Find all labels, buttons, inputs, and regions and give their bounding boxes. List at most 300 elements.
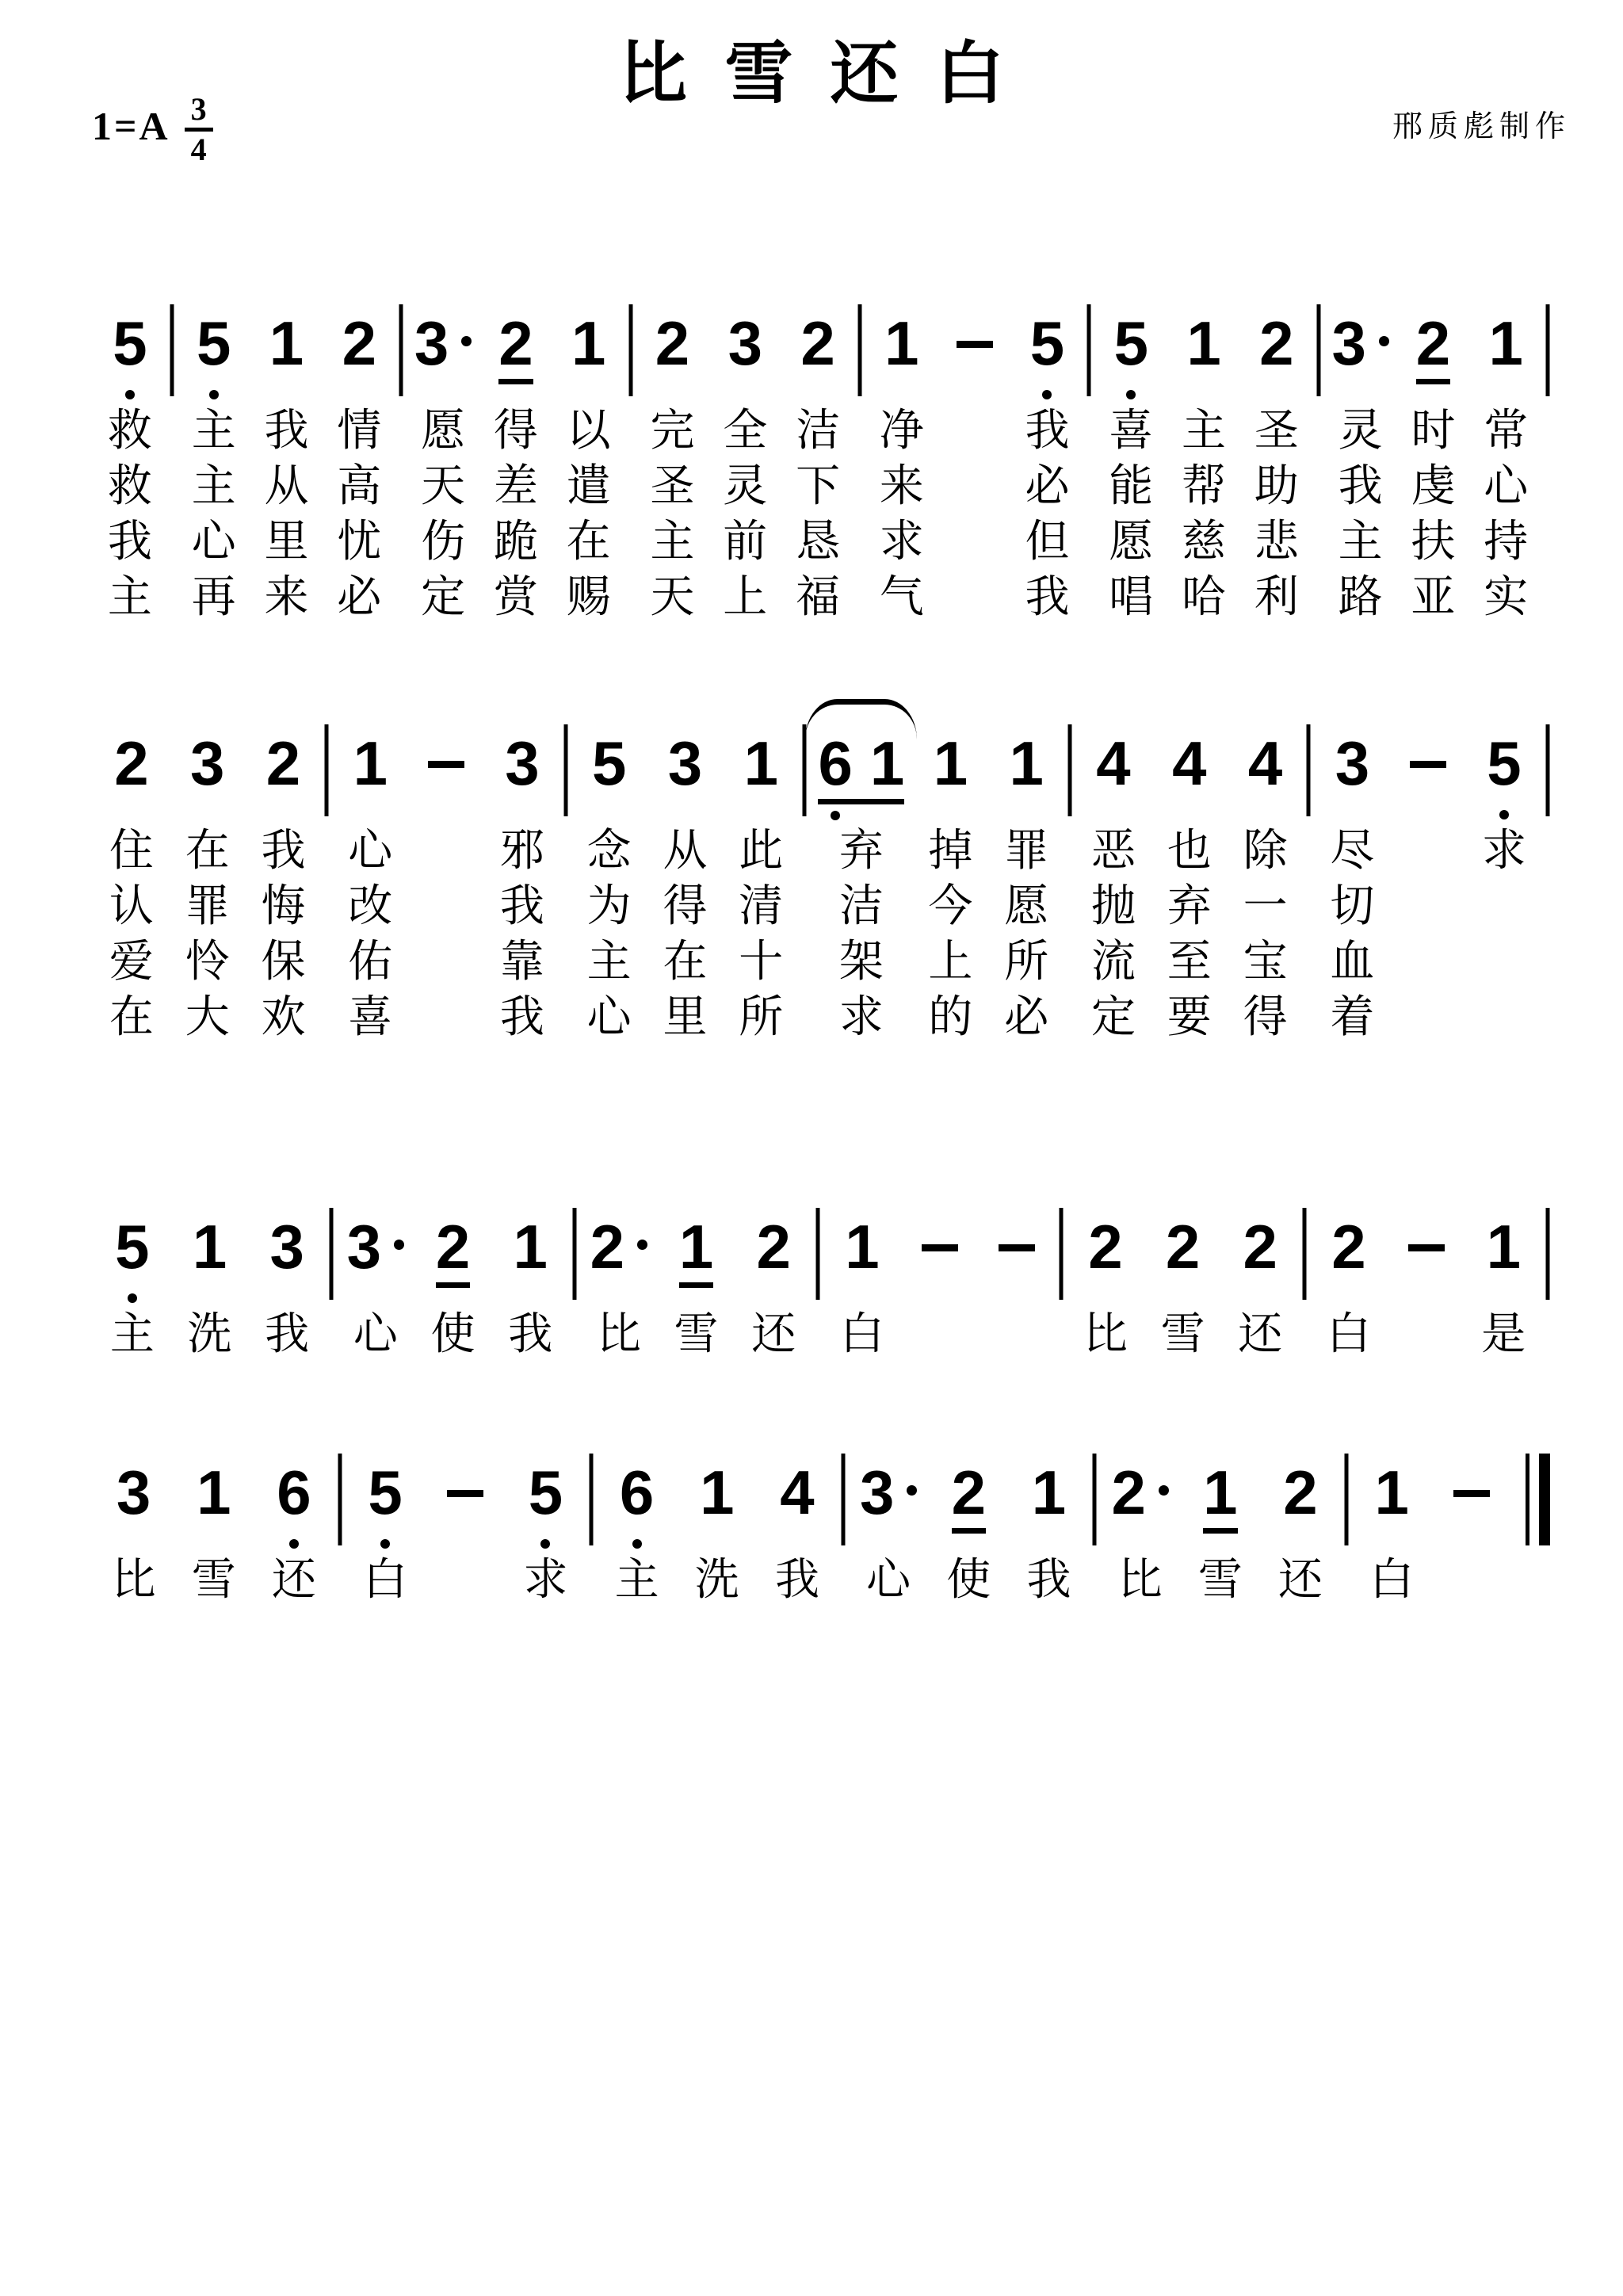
lyric-syllable: 上 (928, 936, 973, 986)
barline (625, 284, 636, 625)
lyric-syllable: 邪 (499, 825, 544, 875)
lyric-syllable: 我 (265, 1308, 310, 1358)
lyric-syllable: 求 (523, 1554, 568, 1604)
note-digit: 2 (1331, 1212, 1366, 1282)
lyric-syllable: 在 (185, 825, 230, 875)
lyric-syllable: 愿 (1004, 881, 1049, 930)
note (1397, 284, 1470, 625)
note-digit: 3 (727, 308, 762, 378)
lyric-syllable (1083, 569, 1094, 625)
note-digit: 1 (743, 728, 778, 798)
note-glyph (178, 308, 250, 378)
lyric-syllable: 主 (191, 460, 236, 510)
barline (166, 284, 178, 625)
note-area (708, 284, 781, 403)
note-area (94, 284, 166, 403)
note-glyph (94, 1457, 174, 1527)
lyric-syllable: 白 (1326, 1308, 1371, 1358)
note-glyph (323, 308, 395, 378)
lyric-syllable: 利 (1254, 571, 1299, 621)
note-digit: 1 (1186, 308, 1221, 378)
lyric-syllable: 路 (1338, 571, 1383, 621)
duration-dash (901, 1187, 979, 1362)
octave-dot (831, 811, 840, 820)
lyric-syllable: 洗 (694, 1554, 739, 1604)
note-glyph (1144, 1212, 1222, 1282)
lyric-syllable: 完 (650, 405, 695, 455)
note-glyph (929, 1457, 1009, 1534)
lyric-syllable: 上 (723, 571, 768, 621)
lyric-syllable (408, 934, 484, 989)
note (1167, 284, 1240, 625)
lyric-syllable: 里 (264, 516, 309, 566)
note-glyph (1352, 1457, 1432, 1527)
note-area (569, 1187, 580, 1306)
lyric-syllable: 尽 (1330, 825, 1375, 875)
note-area (625, 284, 636, 403)
note-area (1180, 1433, 1260, 1552)
note-digit: 5 (528, 1457, 563, 1527)
lyric-syllable: 求 (838, 991, 884, 1041)
note-area (395, 284, 407, 403)
note (170, 704, 246, 1045)
note-glyph (1324, 308, 1397, 378)
barline-mark (1316, 304, 1320, 396)
note-digit: 2 (1283, 1457, 1318, 1527)
note-digit: 1 (1031, 1457, 1067, 1527)
note-area (1144, 1187, 1222, 1306)
note (1100, 1433, 1180, 1607)
lyric-syllable (560, 823, 571, 878)
note (1324, 284, 1397, 625)
lyric-syllable (1542, 823, 1553, 878)
note-digit: 4 (1247, 728, 1283, 798)
lyric-syllable: 下 (796, 460, 841, 510)
lyric-syllable: 靠 (499, 936, 544, 986)
note-glyph (1009, 1457, 1089, 1527)
note-digit: 2 (265, 728, 301, 798)
lyric-syllable: 前 (723, 516, 768, 566)
note-glyph (597, 1457, 677, 1527)
note-area (810, 704, 912, 823)
note-glyph (708, 308, 781, 378)
note-area (1310, 1187, 1388, 1306)
note (94, 284, 166, 625)
note (636, 284, 709, 625)
lyric-syllable: 认 (109, 881, 154, 930)
note-digit: 1 (845, 1212, 880, 1282)
note (735, 1187, 812, 1362)
note-area (735, 1187, 812, 1306)
lyric-syllable: 主 (1338, 516, 1383, 566)
note-glyph (414, 1212, 492, 1288)
lyric-syllable: 掉 (928, 825, 973, 875)
note-area (1089, 1433, 1100, 1552)
note-glyph (1314, 728, 1390, 798)
barline (799, 704, 810, 1045)
dash-mark (957, 341, 993, 348)
note-area (332, 704, 408, 823)
music-system-2 (94, 704, 1553, 1045)
note-area (479, 284, 552, 403)
note (1228, 704, 1304, 1045)
note-area (1075, 704, 1151, 823)
lyric-syllable (560, 934, 571, 989)
lyric-syllable: 全 (723, 405, 768, 455)
augmentation-dot (637, 1240, 647, 1250)
note (407, 284, 479, 625)
note-glyph (677, 1457, 757, 1527)
lyric-syllable: 此 (739, 825, 784, 875)
duration-dash (938, 284, 1011, 625)
note-area (1542, 284, 1553, 403)
note (337, 1187, 414, 1362)
lyric-syllable (321, 989, 332, 1045)
lyric-syllable: 气 (879, 571, 924, 621)
barline (838, 1433, 849, 1607)
lyric-syllable: 洗 (187, 1308, 232, 1358)
note-glyph (484, 728, 560, 798)
lyric-syllable: 心 (348, 825, 393, 875)
note-digit: 4 (780, 1457, 815, 1527)
final-barline (1512, 1433, 1553, 1607)
lyric-syllable (1542, 989, 1553, 1045)
barline-mark (1545, 724, 1549, 816)
lyric-syllable: 净 (879, 405, 924, 455)
lyric-syllable (1432, 1552, 1512, 1607)
note (571, 704, 647, 1045)
note-digit: 1 (1486, 1212, 1521, 1282)
lyric-syllable (1064, 878, 1075, 934)
note-row (94, 704, 1553, 1045)
dash-mark (1453, 1490, 1490, 1497)
note-glyph (1260, 1457, 1340, 1527)
lyric-syllable: 白 (1369, 1554, 1415, 1604)
note (1011, 284, 1084, 625)
note-digit: 2 (1111, 1457, 1146, 1527)
lyric-syllable: 但 (1025, 516, 1070, 566)
note-area (1240, 284, 1313, 403)
lyric-syllable: 爱 (109, 936, 154, 986)
lyric-syllable: 念 (586, 825, 632, 875)
lyric-syllable (395, 403, 407, 458)
lyric-syllable (1083, 514, 1094, 569)
note-glyph (1240, 308, 1313, 378)
lyric-syllable (799, 989, 810, 1045)
lyric-syllable: 至 (1167, 936, 1212, 986)
lyric-syllable: 我 (508, 1308, 553, 1358)
lyric-syllable (1542, 1306, 1553, 1362)
note-area (1542, 1187, 1553, 1306)
lyric-syllable: 我 (1338, 460, 1383, 510)
note-area (178, 284, 250, 403)
note-digit: 2 (800, 308, 835, 378)
lyric-syllable (1064, 823, 1075, 878)
note-area (636, 284, 709, 403)
note (484, 704, 560, 1045)
lyric-syllable (799, 823, 810, 878)
note-area (506, 1433, 586, 1552)
lyric-syllable: 罪 (1004, 825, 1049, 875)
note-area (597, 1433, 677, 1552)
note (1310, 1187, 1388, 1362)
dash-mark (428, 761, 464, 768)
lyric-syllable: 雪 (1197, 1554, 1243, 1604)
note-area (988, 704, 1064, 823)
lyric-syllable: 必 (1025, 460, 1070, 510)
lyric-syllable: 洁 (838, 881, 884, 930)
note-area (1260, 1433, 1340, 1552)
lyric-syllable: 赐 (566, 571, 611, 621)
note-area (1228, 704, 1304, 823)
lyric-syllable: 是 (1481, 1308, 1526, 1358)
lyric-syllable: 心 (191, 516, 236, 566)
note (332, 704, 408, 1045)
lyric-syllable: 血 (1330, 936, 1375, 986)
duration-dash (1388, 1187, 1465, 1362)
barline (569, 1187, 580, 1362)
lyric-syllable: 来 (264, 571, 309, 621)
note-area (571, 704, 647, 823)
note-digit: 2 (1243, 1212, 1277, 1282)
lyric-syllable: 白 (839, 1308, 884, 1358)
barline-mark (330, 1208, 334, 1300)
note-digit: 5 (197, 308, 231, 378)
note (171, 1187, 249, 1362)
note (1314, 704, 1390, 1045)
note-glyph (248, 1212, 326, 1282)
lyric-syllable: 伤 (421, 516, 466, 566)
augmentation-dot (394, 1240, 404, 1250)
lyric-syllable: 里 (663, 991, 708, 1041)
lyric-syllable: 我 (264, 405, 309, 455)
lyric-syllable: 弃 (1167, 881, 1212, 930)
note-area (658, 1187, 735, 1306)
lyric-syllable: 愿 (1109, 516, 1154, 566)
note-digit: 3 (505, 728, 540, 798)
note-area (560, 704, 571, 823)
lyric-syllable: 慈 (1182, 516, 1227, 566)
lyric-syllable (321, 878, 332, 934)
note-area (1313, 284, 1324, 403)
lyric-syllable: 宝 (1243, 936, 1288, 986)
barline-mark (170, 304, 174, 396)
lyric-syllable: 唱 (1109, 571, 1154, 621)
note (849, 1433, 929, 1607)
note-area (1067, 1187, 1144, 1306)
note-glyph (757, 1457, 837, 1527)
note-row (94, 1433, 1553, 1607)
meter-numerator: 3 (190, 91, 207, 127)
lyric-syllable (1089, 1552, 1100, 1607)
note-digit: 2 (590, 1212, 625, 1282)
lyric-syllable (321, 823, 332, 878)
lyric-syllable: 灵 (1338, 405, 1383, 455)
note (1009, 1433, 1089, 1607)
lyric-syllable: 必 (1004, 991, 1049, 1041)
lyric-syllable: 使 (430, 1308, 475, 1358)
lyric-syllable: 常 (1484, 405, 1529, 455)
note-digit: 2 (1088, 1212, 1123, 1282)
note (479, 284, 552, 625)
lyric-syllable: 还 (1277, 1554, 1323, 1604)
lyric-syllable: 佑 (348, 936, 393, 986)
note-glyph (506, 1457, 586, 1527)
note-area (1341, 1433, 1352, 1552)
note-glyph (823, 1212, 901, 1282)
note-glyph (170, 728, 246, 798)
note (1469, 284, 1542, 625)
note-glyph (1075, 728, 1151, 798)
music-system-1 (94, 284, 1553, 625)
lyric-syllable: 必 (337, 571, 382, 621)
lyric-syllable: 为 (586, 881, 632, 930)
lyric-syllable (395, 458, 407, 514)
note-digit: 4 (1172, 728, 1207, 798)
note-digit: 4 (1096, 728, 1131, 798)
note-digit: 3 (1335, 728, 1370, 798)
lyric-syllable: 差 (493, 460, 538, 510)
lyric-syllable (854, 514, 865, 569)
note-digit: 1 (1488, 308, 1523, 378)
note (988, 704, 1064, 1045)
lyric-syllable: 喜 (348, 991, 393, 1041)
note-digit: 3 (414, 308, 449, 378)
note (552, 284, 625, 625)
barline-mark (1068, 724, 1072, 816)
lyric-syllable: 救 (107, 405, 152, 455)
lyric-syllable: 持 (1484, 516, 1529, 566)
lyric-syllable: 主 (191, 405, 236, 455)
lyric-syllable (1083, 458, 1094, 514)
note-digit: 2 (655, 308, 690, 378)
lyric-syllable (1313, 458, 1324, 514)
note-glyph (94, 308, 166, 378)
note-glyph (171, 1212, 249, 1282)
lyric-syllable (408, 989, 484, 1045)
note-digit: 2 (1165, 1212, 1201, 1282)
note (1151, 704, 1228, 1045)
note-digit: 5 (1113, 308, 1148, 378)
note-area (823, 1187, 901, 1306)
note (1221, 1187, 1299, 1362)
note-area (865, 284, 938, 403)
lyric-syllable: 使 (946, 1554, 991, 1604)
composer-credit: 邢质彪制作 (1392, 110, 1571, 143)
lyric-syllable: 定 (1090, 991, 1136, 1041)
lyric-syllable: 圣 (650, 460, 695, 510)
note-glyph (1397, 308, 1470, 384)
barline (1064, 704, 1075, 1045)
note-glyph (1067, 1212, 1144, 1282)
note-area (677, 1433, 757, 1552)
lyric-syllable: 求 (879, 516, 924, 566)
lyric-syllable: 得 (663, 881, 708, 930)
note (1465, 1187, 1542, 1362)
lyric-syllable: 福 (796, 571, 841, 621)
barline (1313, 284, 1324, 625)
note-glyph (865, 308, 938, 378)
note-area (838, 1433, 849, 1552)
note-digit: 3 (190, 728, 225, 798)
lyric-syllable: 所 (739, 991, 784, 1041)
note-area (254, 1433, 334, 1552)
note-glyph (332, 728, 408, 798)
lyric-syllable: 求 (1481, 825, 1526, 875)
lyric-syllable: 时 (1411, 405, 1456, 455)
barline-mark (1546, 304, 1550, 396)
note (323, 284, 395, 625)
lyric-syllable (625, 403, 636, 458)
lyric-syllable (334, 1552, 346, 1607)
barline (560, 704, 571, 1045)
note (250, 284, 323, 625)
note-area (1432, 1433, 1512, 1552)
lyric-syllable (1303, 823, 1314, 878)
note-area (248, 1187, 326, 1306)
note-digit: 5 (1029, 308, 1065, 378)
lyric-syllable: 要 (1167, 991, 1212, 1041)
note (708, 284, 781, 625)
note-digit: 2 (952, 1461, 986, 1534)
lyric-syllable: 保 (261, 936, 306, 986)
duration-dash (1432, 1433, 1512, 1607)
note (1466, 704, 1542, 1045)
note-area (586, 1433, 597, 1552)
note-area (337, 1187, 414, 1306)
note-area (174, 1433, 254, 1552)
note-area (1221, 1187, 1299, 1306)
octave-dot (380, 1539, 390, 1549)
note-glyph (1465, 1212, 1542, 1282)
note-area (938, 284, 1011, 403)
note-area (484, 704, 560, 823)
lyric-syllable (166, 514, 178, 569)
note-area (326, 1187, 337, 1306)
note-glyph (94, 728, 170, 798)
music-system-4 (94, 1433, 1553, 1607)
note-digit: 1 (1009, 728, 1044, 798)
lyric-syllable: 圣 (1254, 405, 1299, 455)
barline-mark (1087, 304, 1091, 396)
lyric-syllable: 从 (264, 460, 309, 510)
note-glyph (735, 1212, 812, 1282)
lyric-syllable (1512, 1552, 1553, 1607)
lyric-syllable: 还 (1238, 1308, 1283, 1358)
duration-dash (978, 1187, 1056, 1362)
note-glyph (1011, 308, 1084, 378)
barline (1542, 1187, 1553, 1362)
note (506, 1433, 586, 1607)
note-area (171, 1187, 249, 1306)
note-row (94, 1187, 1553, 1362)
barline-mark (857, 304, 861, 396)
lyric-syllable (1542, 934, 1553, 989)
lyric-syllable (1542, 569, 1553, 625)
barline-mark (628, 304, 632, 396)
lyric-syllable: 忧 (337, 516, 382, 566)
lyric-syllable (1303, 878, 1314, 934)
note (658, 1187, 735, 1362)
lyric-syllable (1064, 989, 1075, 1045)
note-glyph (1167, 308, 1240, 378)
lyric-syllable: 助 (1254, 460, 1299, 510)
lyric-syllable: 主 (109, 1308, 155, 1358)
note-glyph (781, 308, 854, 378)
lyric-syllable: 比 (111, 1554, 156, 1604)
note-glyph (647, 728, 724, 798)
note-digit: 1 (513, 1212, 548, 1282)
